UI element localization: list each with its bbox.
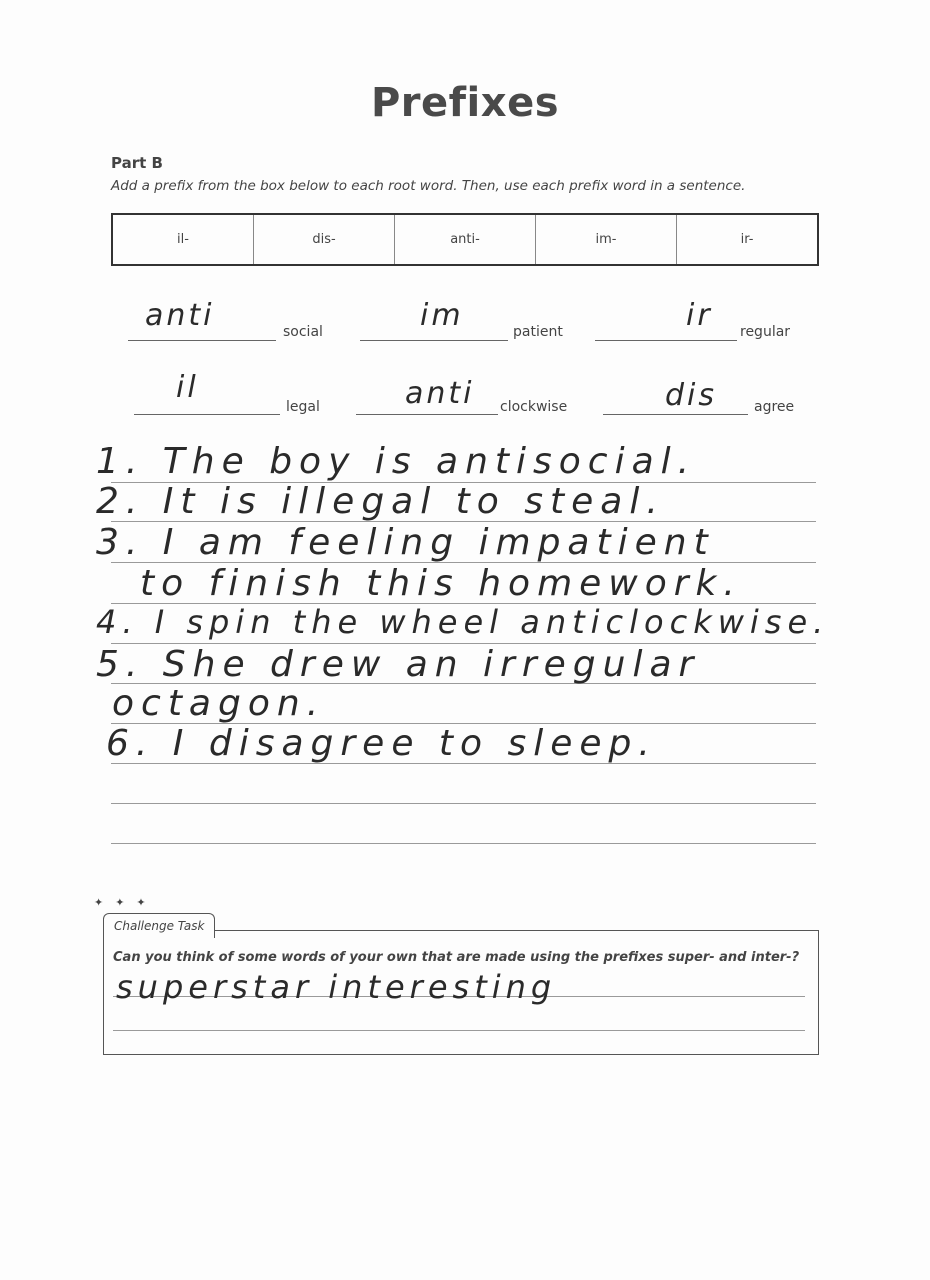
prefix-cell: anti- [395, 215, 536, 264]
prefix-answer[interactable]: anti [145, 298, 215, 333]
prefix-cell: ir- [740, 232, 754, 247]
prefix-answer[interactable]: ir [686, 298, 713, 333]
prefix-answer[interactable]: anti [405, 376, 475, 411]
challenge-question: Can you think of some words of your own that are made using the prefixes super- and inter-? [113, 950, 800, 965]
part-label: Part B [111, 154, 163, 172]
answer-blank[interactable] [128, 340, 276, 341]
answer-blank[interactable] [356, 414, 498, 415]
star-icons: ✦✦✦ [94, 896, 158, 909]
answer-blank[interactable] [595, 340, 737, 341]
root-word: agree [754, 399, 795, 415]
writing-line [111, 803, 816, 804]
answer-blank[interactable] [360, 340, 508, 341]
writing-line [111, 843, 816, 844]
prefix-cell: il- [113, 215, 254, 264]
root-word: patient [513, 324, 563, 340]
sentence-line[interactable]: 5. She drew an irregular [96, 644, 701, 685]
prefix-box [111, 213, 819, 266]
prefix-cell: im- [536, 215, 677, 264]
root-word: legal [286, 399, 320, 415]
sentence-line[interactable]: octagon. [112, 683, 326, 724]
sentence-line[interactable]: 4. I spin the wheel anticlockwise. [96, 603, 830, 641]
sentence-line[interactable]: 6. I disagree to sleep. [106, 723, 657, 764]
sentence-line[interactable]: 1. The boy is antisocial. [96, 441, 697, 482]
sentence-line[interactable]: 3. I am feeling impatient [96, 522, 715, 563]
writing-line [113, 1030, 805, 1031]
page-title: Prefixes [370, 80, 560, 126]
root-word: clockwise [500, 399, 568, 415]
prefix-answer[interactable]: dis [665, 378, 718, 413]
answer-blank[interactable] [603, 414, 748, 415]
challenge-tab: Challenge Task [103, 913, 215, 938]
instructions: Add a prefix from the box below to each root word. Then, use each prefix word in a sentence. [111, 178, 746, 194]
answer-blank[interactable] [134, 414, 280, 415]
prefix-cell: dis- [254, 215, 395, 264]
sentence-line[interactable]: 2. It is illegal to steal. [96, 481, 665, 522]
root-word: regular [740, 324, 791, 340]
sentence-line[interactable]: to finish this homework. [140, 563, 742, 604]
prefix-answer[interactable]: im [420, 298, 464, 333]
root-word: social [283, 324, 323, 340]
challenge-answer[interactable]: superstar interesting [116, 968, 557, 1006]
prefix-answer[interactable]: il [176, 370, 199, 405]
